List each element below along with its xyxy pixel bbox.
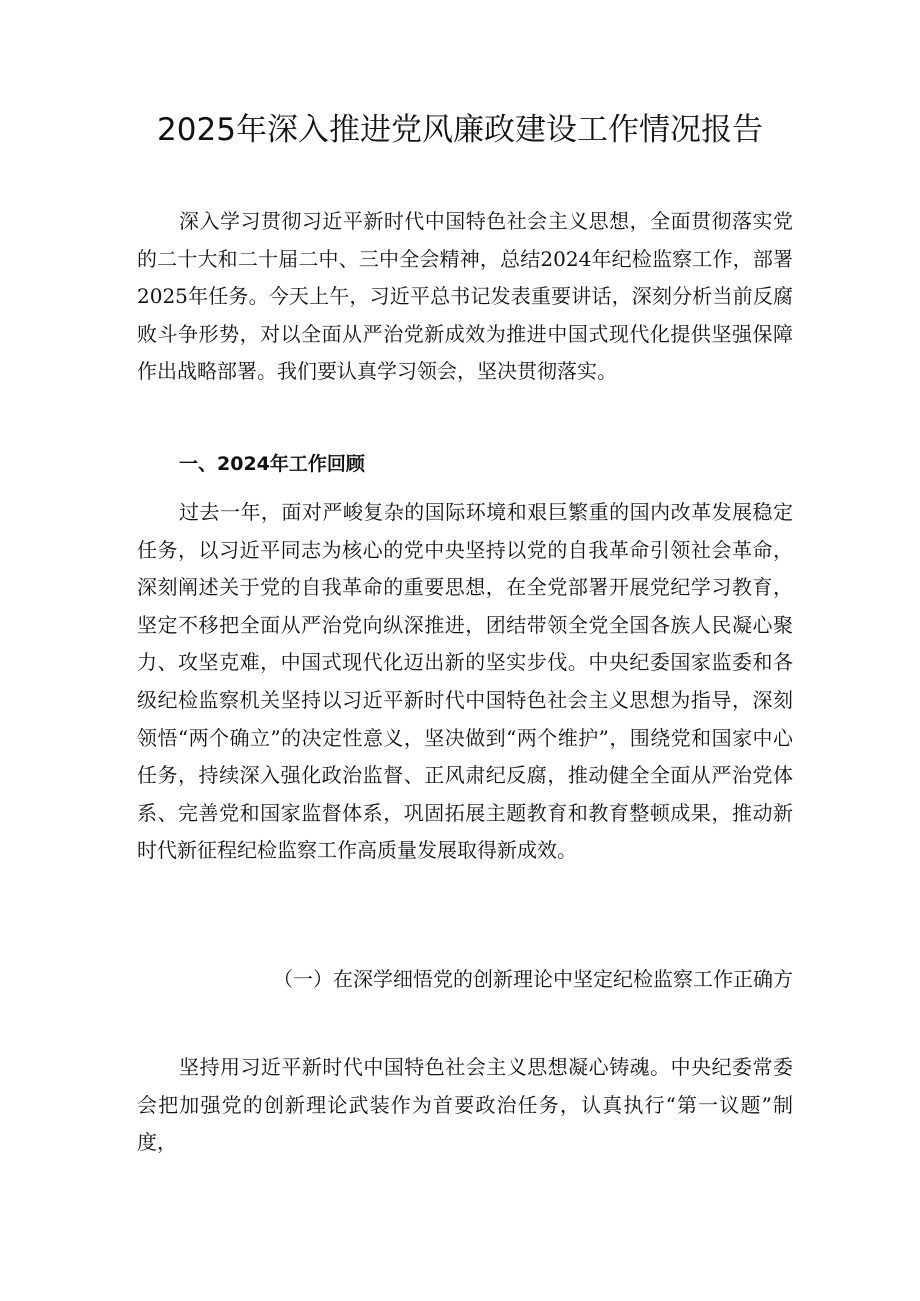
subsection-heading-1: （一）在深学细悟党的创新理论中坚定纪检监察工作正确方 <box>273 967 793 991</box>
section-review-paragraph: 过去一年，面对严峻复杂的国际环境和艰巨繁重的国内改革发展稳定任务，以习近平同志为核心的党中央坚持以党的自我革命引领社会革命，深刻阐述关于党的自我革命的重要思想，在全党部署开展党纪学习教育，坚定不移把全面从严治党向纵深推进，团结带领全党全国各族人民凝心聚力、攻坚克难，中国式现代化迈出新的坚实步伐。中央纪委国家监委和各级纪检监察机关坚持以习近平新时代中国特色社会主义思想为指导，深刻领悟“两个确立”的决定性意义，坚决做到“两个维护”，围绕党和国家中心任务，持续深入强化政治监督、正风肃纪反腐，推动健全全面从严治党体系、完善党和国家监督体系，巩固拓展主题教育和教育整顿成果，推动新时代新征程纪检监察工作高质量发展取得新成效。 <box>137 500 793 863</box>
document-title: 2025年深入推进党风廉政建设工作情况报告 <box>157 112 763 148</box>
intro-paragraph: 深入学习贯彻习近平新时代中国特色社会主义思想，全面贯彻落实党的二十大和二十届二中、三中全会精神，总结2024年纪检监察工作，部署2025年任务。今天上午，习近平总书记发表重要讲话，深刻分析当前反腐败斗争形势，对以全面从严治党新成效为推进中国式现代化提供坚强保障作出战略部署。我们要认真学习领会，坚决贯彻落实。 <box>137 209 793 384</box>
section-heading-2024-review: 一、2024年工作回顾 <box>179 453 365 475</box>
subsection-1-paragraph: 坚持用习近平新时代中国特色社会主义思想凝心铸魂。中央纪委常委会把加强党的创新理论武装作为首要政治任务，认真执行“第一议题”制度， <box>137 1055 793 1155</box>
